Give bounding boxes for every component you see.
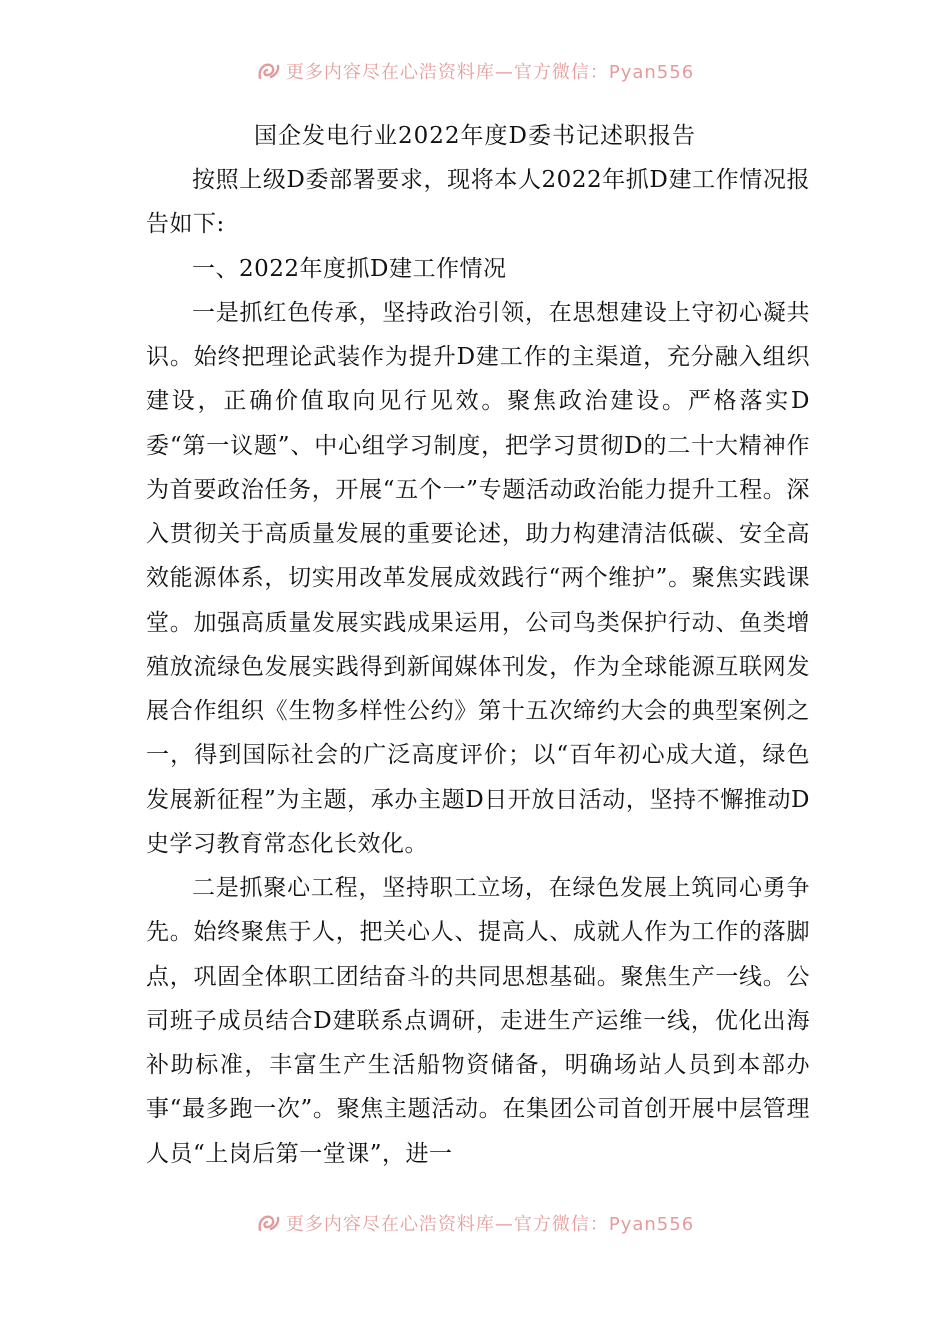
section-heading-1: 一、2022年度抓D建工作情况 [192,255,507,282]
watermark-bottom [0,1208,950,1238]
document-body [146,158,810,1176]
watermark-logo-icon [256,60,282,82]
paragraph-intro: 按照上级D委部署要求，现将本人2022年抓D建工作情况报告如下: [146,167,810,238]
watermark-logo-icon [256,1212,282,1234]
watermark-text: 更多内容尽在心浩资料库—官方微信：Pyan556 [285,62,695,83]
watermark-text: 更多内容尽在心浩资料库—官方微信：Pyan556 [285,1214,695,1235]
paragraph-2: 二是抓聚心工程，坚持职工立场，在绿色发展上筑同心勇争先。始终聚焦于人，把关心人、提高人、成就人作为工作的落脚点，巩固全体职工团结奋斗的共同思想基础。聚焦生产一线。公司班子成员结合D建联系点调研，走进生产运维一线，优化出海补助标准，丰富生产生活船物资储备，明确场站人员到本部办事“最多跑一次”。聚焦主题活动。在集团公司首创开展中层管理人员“上岗后第一堂课”，进一 [146,875,810,1167]
document-title: 国企发电行业2022年度D委书记述职报告 [254,123,696,149]
paragraph-1: 一是抓红色传承，坚持政治引领，在思想建设上守初心凝共识。始终把理论武装作为提升D建工作的主渠道，充分融入组织建设，正确价值取向见行见效。聚焦政治建设。严格落实D委“第一议题”、中心组学习制度，把学习贯彻D的二十大精神作为首要政治任务，开展“五个一”专题活动政治能力提升工程。深入贯彻关于高质量发展的重要论述，助力构建清洁低碳、安全高效能源体系，切实用改革发展成效践行“两个维护”。聚焦实践课堂。加强高质量发展实践成果运用，公司鸟类保护行动、鱼类增殖放流绿色发展实践得到新闻媒体刊发，作为全球能源互联网发展合作组织《生物多样性公约》第十五次缔约大会的典型案例之一，得到国际社会的广泛高度评价；以“百年初心成大道，绿色发展新征程”为主题，承办主题D日开放日活动，坚持不懈推动D史学习教育常态化长效化。 [146,299,810,857]
watermark-top [0,56,950,86]
